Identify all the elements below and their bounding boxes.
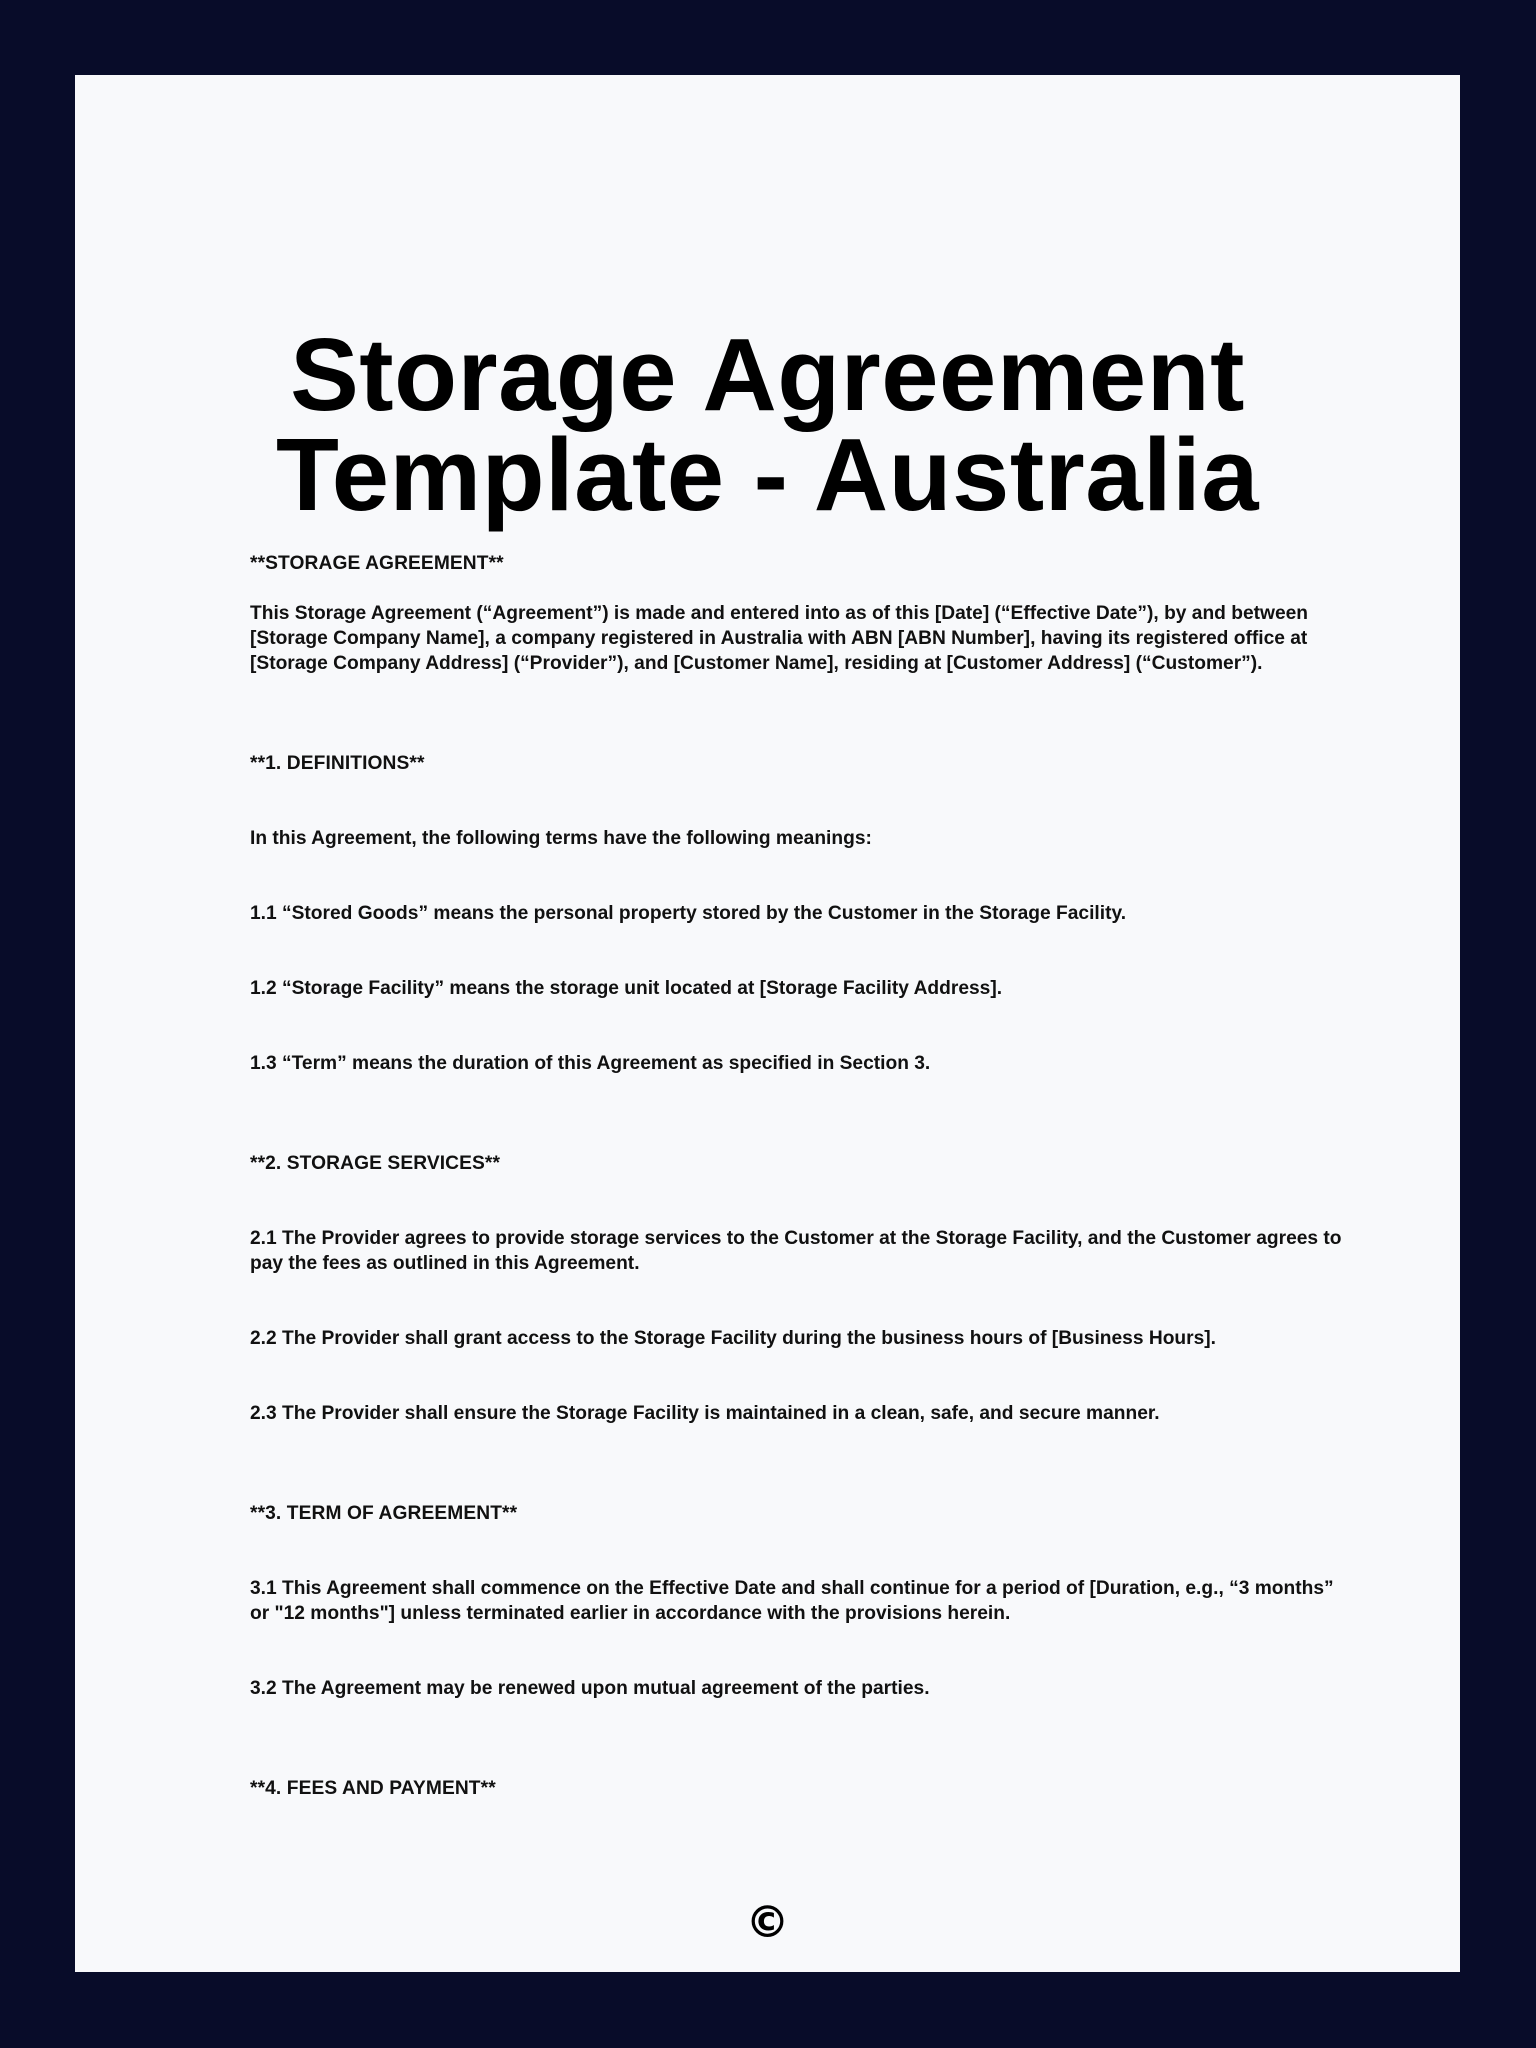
services-heading: **2. STORAGE SERVICES** [250, 1153, 501, 1174]
document-title: Storage Agreement Template - Australia [275, 317, 1260, 532]
service-2-2: 2.2 The Provider shall grant access to the Storage Facility during the business hours of [Business Hours]. [250, 1328, 1216, 1349]
copyright-icon: © [745, 1897, 790, 1948]
fees-heading: **4. FEES AND PAYMENT** [250, 1778, 496, 1799]
service-2-3: 2.3 The Provider shall ensure the Storage Facility is maintained in a clean, safe, and secure manner. [250, 1403, 1160, 1424]
document-page [75, 75, 1460, 1972]
definition-1-3: 1.3 “Term” means the duration of this Agreement as specified in Section 3. [250, 1053, 931, 1074]
definition-1-2: 1.2 “Storage Facility” means the storage unit located at [Storage Facility Address]. [250, 978, 1003, 999]
service-2-1: 2.1 The Provider agrees to provide storage services to the Customer at the Storage Facility, and the Customer agrees to pay the fees as outlined in this Agreement. [250, 1228, 1342, 1274]
term-3-1: 3.1 This Agreement shall commence on the Effective Date and shall continue for a period of [Duration, e.g., “3 months” or "12 months"] unless terminated earlier in accordance with the provisions herein. [250, 1578, 1334, 1624]
term-heading: **3. TERM OF AGREEMENT** [250, 1503, 518, 1524]
definitions-heading: **1. DEFINITIONS** [250, 753, 425, 774]
term-3-2: 3.2 The Agreement may be renewed upon mutual agreement of the parties. [250, 1678, 930, 1699]
intro-paragraph: This Storage Agreement (“Agreement”) is made and entered into as of this [Date] (“Effective Date”), by and between [Storage Company Name], a company registered in Australia with ABN [ABN Number], having its registered office at [Storage Company Address] (“Provider”), and [Customer Name], residing at [Customer Address] (“Customer”). [250, 603, 1309, 674]
document-body [250, 551, 1350, 1801]
definitions-intro: In this Agreement, the following terms have the following meanings: [250, 828, 872, 849]
definition-1-1: 1.1 “Stored Goods” means the personal property stored by the Customer in the Storage Facility. [250, 903, 1127, 924]
agreement-heading: **STORAGE AGREEMENT** [250, 553, 504, 574]
